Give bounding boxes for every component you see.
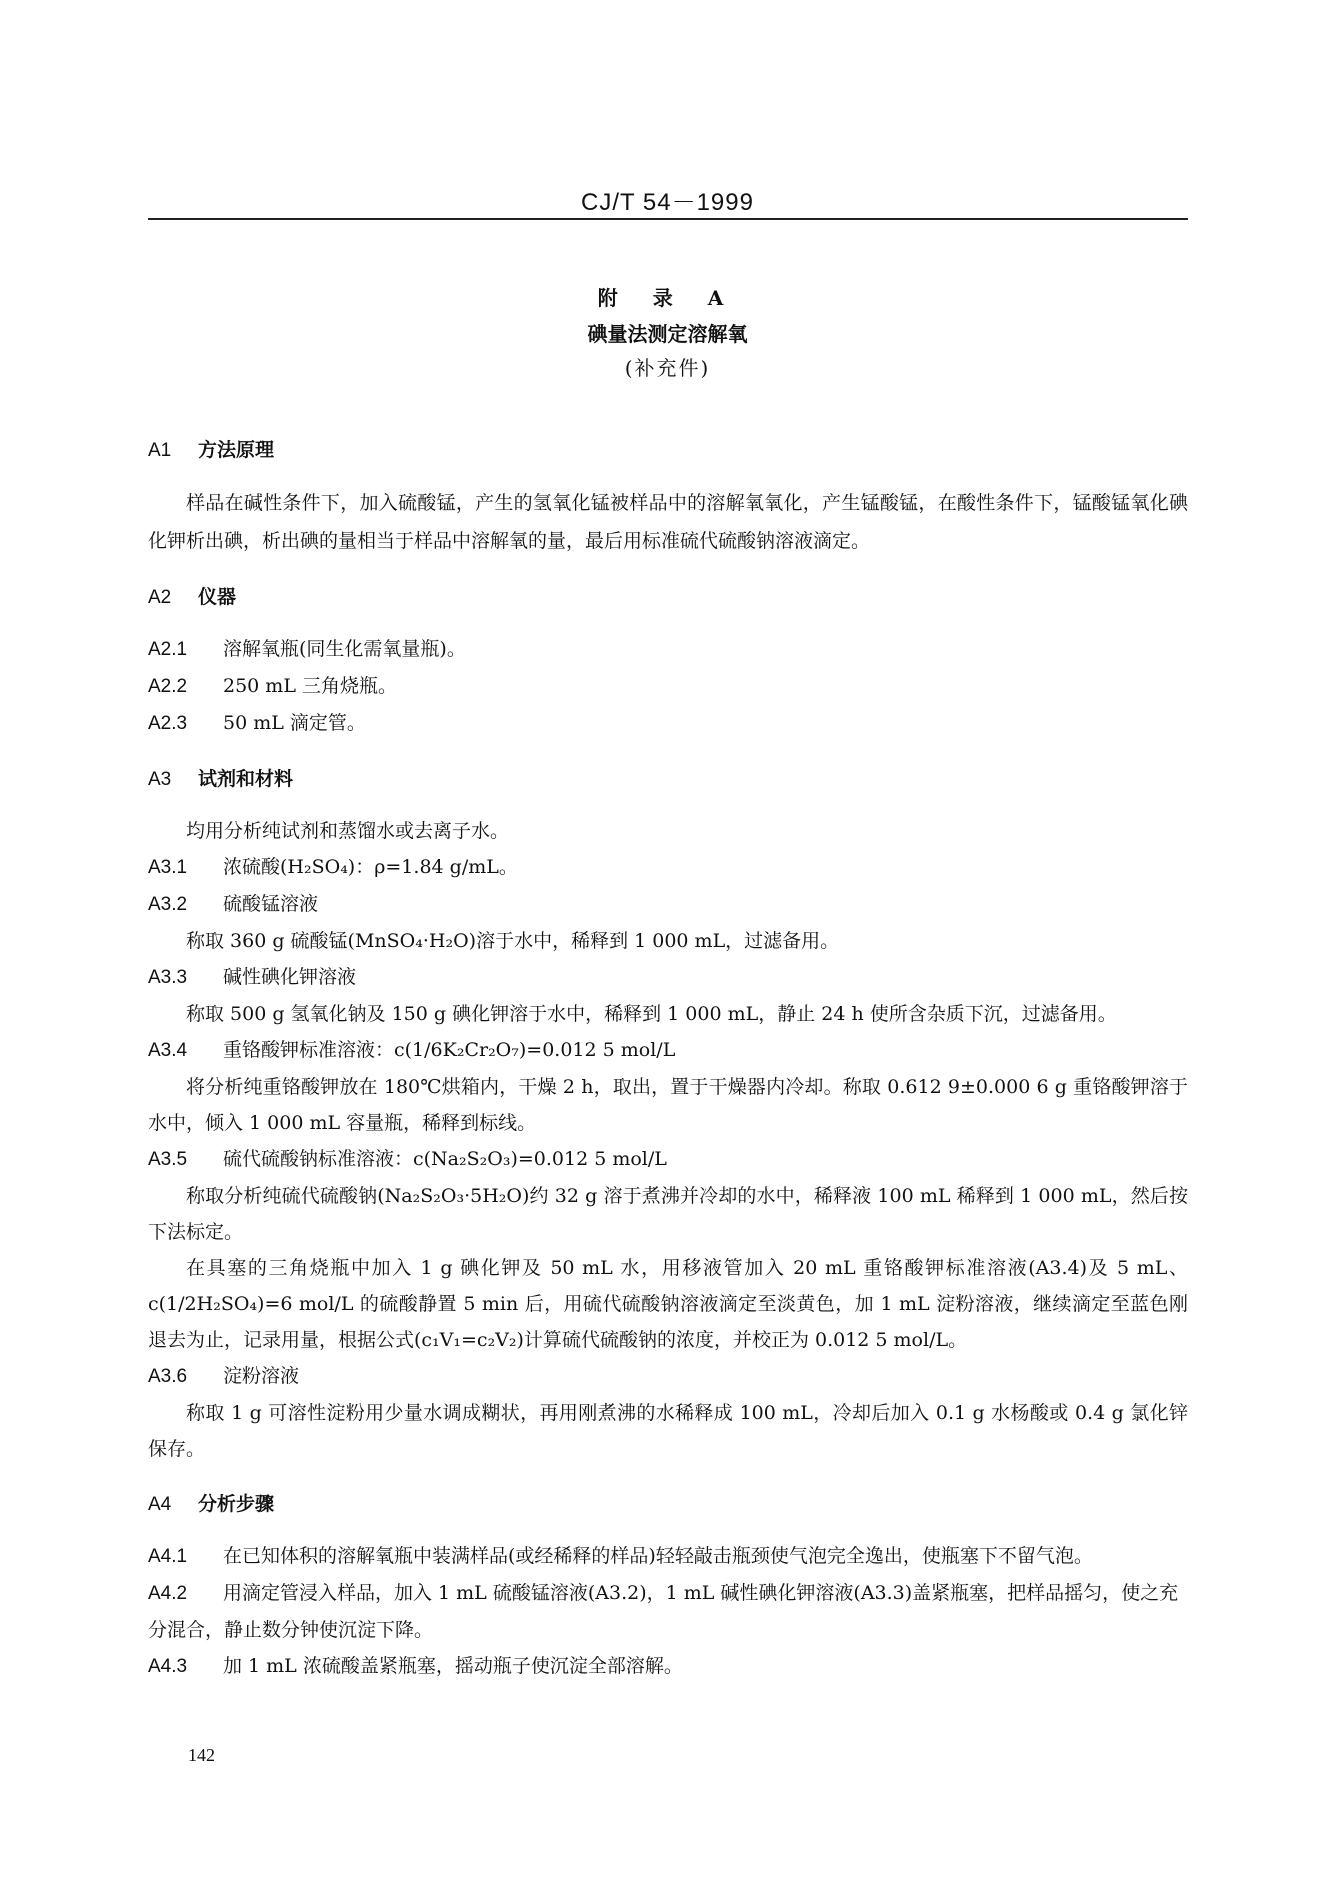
list-item: A3.3 碱性碘化钾溶液 (148, 966, 357, 988)
list-item: A3.6 淀粉溶液 (148, 1365, 300, 1387)
section-a3-intro: 均用分析纯试剂和蒸馏水或去离子水。 (186, 820, 510, 842)
paragraph: 将分析纯重铬酸钾放在 180℃烘箱内，干燥 2 h，取出，置于干燥器内冷却。称取 0.612 9±0.000 6 g 重铬酸钾溶于水中，倾入 1 000 mL 容量瓶，稀释到标线。 (148, 1076, 1188, 1134)
list-item: A3.1 浓硫酸(H₂SO₄)：ρ=1.84 g/mL。 (148, 856, 518, 878)
paragraph: 称取 1 g 可溶性淀粉用少量水调成糊状，再用刚煮沸的水稀释成 100 mL，冷却后加入 0.1 g 水杨酸或 0.4 g 氯化锌保存。 (148, 1402, 1188, 1460)
list-item: A4.1 在已知体积的溶解氧瓶中装满样品(或经稀释的样品)轻轻敲击瓶颈使气泡完全逸出，使瓶塞下不留气泡。 (148, 1545, 1093, 1567)
list-item: A2.1 溶解氧瓶(同生化需氧量瓶)。 (148, 638, 466, 660)
document-body (148, 435, 1188, 1685)
list-item: A2.2 250 mL 三角烧瓶。 (148, 675, 397, 697)
appendix-label: 附 录 A (597, 286, 738, 310)
section-a4-heading: A4 分析步骤 (148, 1493, 275, 1515)
section-a1-heading: A1 方法原理 (148, 439, 275, 461)
list-item: A2.3 50 mL 滴定管。 (148, 712, 366, 734)
section-a2-heading: A2 仪器 (148, 586, 237, 608)
header-rule (148, 218, 1188, 220)
paragraph: 在具塞的三角烧瓶中加入 1 g 碘化钾及 50 mL 水，用移液管加入 20 mL 重铬酸钾标准溶液(A3.4)及 5 mL、c(1/2H₂SO₄)=6 mol/L 的硫酸静置 5 min 后，用硫代硫酸钠溶液滴定至淡黄色，加 1 mL 淀粉溶液，继续滴定至蓝色刚退去为止，记录用量，根据公式(c₁V₁=c₂V₂)计算硫代硫酸钠的浓度，并校正为 0.012 5 mol/L。 (148, 1257, 1188, 1351)
list-item: A4.2 用滴定管浸入样品，加入 1 mL 硫酸锰溶液(A3.2)，1 mL 碱性碘化钾溶液(A3.3)盖紧瓶塞，把样品摇匀，使之充分混合，静止数分钟使沉淀下降。 (148, 1582, 1179, 1641)
paragraph: 称取 500 g 氢氧化钠及 150 g 碘化钾溶于水中，稀释到 1 000 mL，静止 24 h 使所含杂质下沉，过滤备用。 (186, 1003, 1117, 1025)
paragraph: 称取 360 g 硫酸锰(MnSO₄·H₂O)溶于水中，稀释到 1 000 mL，过滤备用。 (186, 930, 840, 952)
paragraph: 称取分析纯硫代硫酸钠(Na₂S₂O₃·5H₂O)约 32 g 溶于煮沸并冷却的水中，稀释液 100 mL 稀释到 1 000 mL，然后按下法标定。 (148, 1185, 1188, 1243)
list-item: A3.4 重铬酸钾标准溶液：c(1/6K₂Cr₂O₇)=0.012 5 mol/L (148, 1039, 676, 1061)
appendix-title: 碘量法测定溶解氧 (587, 322, 748, 346)
appendix-subtitle: (补充件) (624, 356, 711, 380)
standard-code: CJ/T 54－1999 (581, 189, 754, 216)
list-item: A3.2 硫酸锰溶液 (148, 893, 319, 915)
section-a3-heading: A3 试剂和材料 (148, 768, 294, 790)
list-item: A3.5 硫代硫酸钠标准溶液：c(Na₂S₂O₃)=0.012 5 mol/L (148, 1148, 667, 1170)
page-number: 142 (188, 1745, 215, 1765)
list-item: A4.3 加 1 mL 浓硫酸盖紧瓶塞，摇动瓶子使沉淀全部溶解。 (148, 1655, 683, 1677)
section-a1-text: 样品在碱性条件下，加入硫酸锰，产生的氢氧化锰被样品中的溶解氧氧化，产生锰酸锰，在酸性条件下，锰酸锰氧化碘化钾析出碘，析出碘的量相当于样品中溶解氧的量，最后用标准硫代硫酸钠溶液滴定。 (148, 492, 1188, 552)
